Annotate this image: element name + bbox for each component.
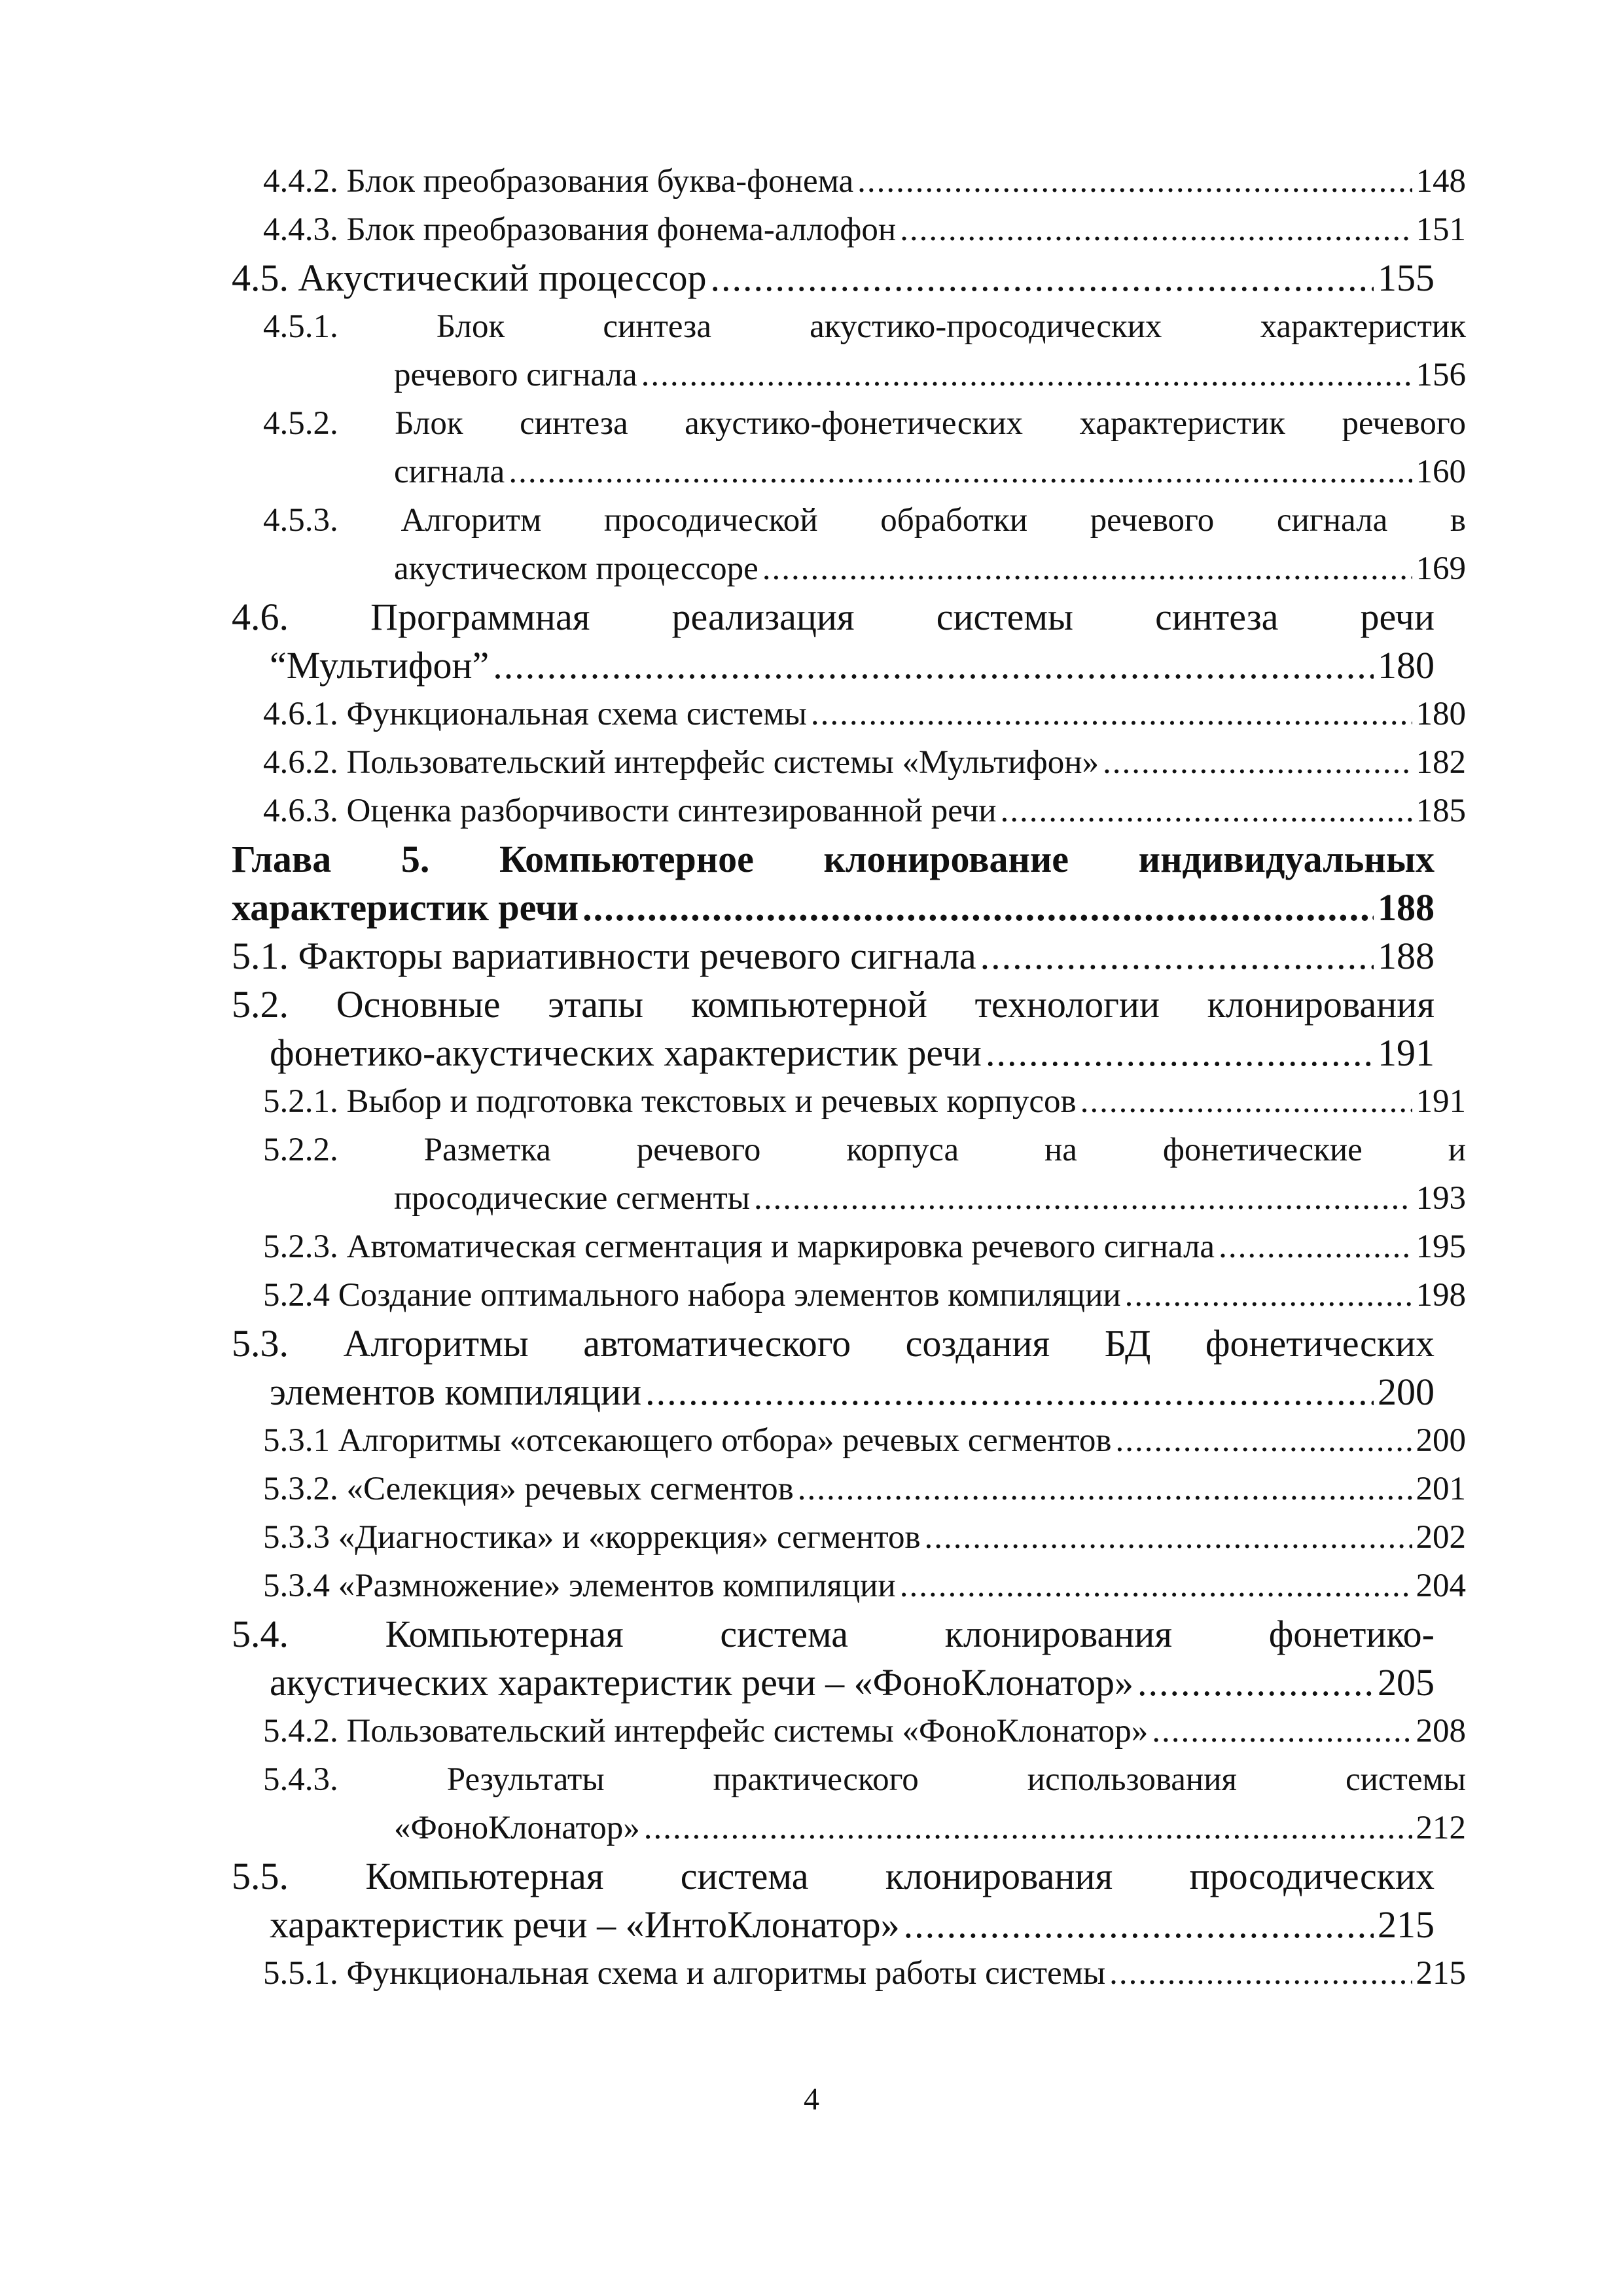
toc-entry-last-line	[232, 1901, 1435, 1949]
toc-entry-title: 5.5.1. Функциональная схема и алгоритмы работы системы	[263, 1955, 1106, 1992]
toc-entry-title-line: 5.5. Компьютерная система клонирования просодических	[232, 1855, 1435, 1897]
toc-entry-page: 191	[1416, 1083, 1466, 1120]
dot-leader	[508, 448, 1412, 496]
toc-entry[interactable]	[232, 1852, 1435, 1949]
toc-entry-page: 215	[1378, 1903, 1435, 1946]
toc-entry-page: 160	[1416, 454, 1466, 490]
toc-entry[interactable]	[232, 1755, 1466, 1852]
toc-entry-title: элементов компиляции	[270, 1371, 642, 1413]
toc-entry-page: 188	[1378, 935, 1435, 977]
toc-entry-page: 191	[1378, 1031, 1435, 1074]
toc-entry-last-line	[263, 1513, 1466, 1562]
toc-entry[interactable]	[232, 1319, 1435, 1416]
toc-entry-last-line	[263, 545, 1466, 593]
toc-entry-title: 4.6.3. Оценка разборчивости синтезированной речи	[263, 793, 997, 829]
toc-entry-last-line	[232, 254, 1435, 302]
dot-leader	[857, 157, 1412, 206]
dot-leader	[644, 1804, 1412, 1852]
toc-entry-page: 204	[1416, 1568, 1466, 1604]
toc-entry-title: 5.1. Факторы вариативности речевого сигнала	[232, 935, 976, 977]
toc-entry[interactable]	[232, 1223, 1466, 1271]
toc-entry-title: речевого сигнала	[394, 357, 637, 393]
toc-entry-page: 155	[1378, 257, 1435, 299]
dot-leader	[1115, 1416, 1412, 1465]
toc-entry-last-line	[263, 1707, 1466, 1755]
toc-entry-title-line: 4.5.1. Блок синтеза акустико-просодических характеристик	[263, 308, 1466, 345]
toc-entry[interactable]	[232, 1126, 1466, 1223]
toc-entry-title: 4.6.2. Пользовательский интерфейс системы «Мультифон»	[263, 744, 1099, 781]
dot-leader	[811, 690, 1412, 738]
toc-entry-title: акустическом процессоре	[394, 550, 758, 587]
toc-entry-last-line	[263, 1949, 1466, 1998]
toc-entry[interactable]	[232, 399, 1466, 496]
toc-entry[interactable]	[232, 206, 1466, 254]
toc-entry-page: 148	[1416, 163, 1466, 200]
toc-entry-title-line: Глава 5. Компьютерное клонирование индивидуальных	[232, 838, 1435, 880]
toc-entry-last-line	[263, 690, 1466, 738]
dot-leader	[925, 1513, 1412, 1562]
dot-leader	[1080, 1077, 1412, 1126]
toc-entry[interactable]	[232, 302, 1466, 399]
toc-entry-last-line	[232, 884, 1435, 932]
toc-entry-last-line	[263, 1271, 1466, 1319]
dot-leader	[900, 1562, 1412, 1610]
toc-entry-title: сигнала	[394, 454, 505, 490]
toc-entry-title: характеристик речи – «ИнтоКлонатор»	[270, 1903, 900, 1946]
dot-leader	[762, 545, 1412, 593]
toc-entry[interactable]	[232, 835, 1435, 932]
toc-entry-page: 180	[1378, 644, 1435, 687]
toc-entry-page: 169	[1416, 550, 1466, 587]
toc-entry-page: 215	[1416, 1955, 1466, 1992]
toc-entry-last-line	[263, 1465, 1466, 1513]
dot-leader	[1001, 787, 1412, 835]
toc-entry-last-line	[263, 157, 1466, 206]
page-number: 4	[804, 2082, 819, 2117]
dot-leader	[798, 1465, 1412, 1513]
toc-entry-title-line: 5.3. Алгоритмы автоматического создания БД фонетических	[232, 1322, 1435, 1365]
toc-entry[interactable]	[232, 1949, 1466, 1998]
toc-entry-last-line	[263, 206, 1466, 254]
toc-entry[interactable]	[232, 738, 1466, 787]
toc-entry-title: 5.4.2. Пользовательский интерфейс системы «ФоноКлонатор»	[263, 1713, 1149, 1749]
toc-entry-title: 5.3.3 «Диагностика» и «коррекция» сегментов	[263, 1519, 921, 1556]
toc-entry-last-line	[263, 1416, 1466, 1465]
toc-entry-page: 188	[1378, 886, 1435, 929]
toc-entry-title: «ФоноКлонатор»	[394, 1810, 640, 1846]
toc-entry[interactable]	[232, 157, 1466, 206]
toc-entry-last-line	[263, 1223, 1466, 1271]
dot-leader	[1219, 1223, 1412, 1271]
toc-entry-title: 5.3.1 Алгоритмы «отсекающего отбора» речевых сегментов	[263, 1422, 1112, 1459]
toc-entry-title: акустических характеристик речи – «ФоноКлонатор»	[270, 1661, 1133, 1704]
toc-entry-page: 201	[1416, 1471, 1466, 1507]
toc-entry-page: 202	[1416, 1519, 1466, 1556]
toc-entry-title-line: 5.2. Основные этапы компьютерной технологии клонирования	[232, 983, 1435, 1026]
table-of-contents	[232, 157, 1466, 1998]
dot-leader	[710, 254, 1374, 302]
dot-leader	[1152, 1707, 1412, 1755]
toc-entry-title-line: 4.5.2. Блок синтеза акустико-фонетических характеристик речевого	[263, 405, 1466, 442]
toc-entry-title: 5.2.4 Создание оптимального набора элементов компиляции	[263, 1277, 1121, 1314]
toc-entry-title: “Мультифон”	[270, 644, 490, 687]
toc-entry-title: 4.6.1. Функциональная схема системы	[263, 696, 807, 732]
dot-leader	[900, 206, 1412, 254]
toc-entry-page: 200	[1378, 1371, 1435, 1413]
dot-leader	[1137, 1659, 1374, 1707]
toc-entry[interactable]	[232, 1271, 1466, 1319]
toc-entry-title: 5.3.4 «Размножение» элементов компиляции	[263, 1568, 896, 1604]
dot-leader	[904, 1901, 1374, 1949]
toc-entry-title: 4.5. Акустический процессор	[232, 257, 707, 299]
toc-entry-page: 182	[1416, 744, 1466, 781]
toc-entry-last-line	[263, 1077, 1466, 1126]
toc-entry-last-line	[232, 1659, 1435, 1707]
toc-entry[interactable]	[232, 1707, 1466, 1755]
toc-entry[interactable]	[232, 1562, 1466, 1610]
toc-entry-last-line	[263, 448, 1466, 496]
toc-entry-title: 5.2.3. Автоматическая сегментация и маркировка речевого сигнала	[263, 1229, 1215, 1265]
toc-entry-title: 4.4.2. Блок преобразования буква-фонема	[263, 163, 854, 200]
toc-entry-last-line	[232, 932, 1435, 980]
dot-leader	[645, 1368, 1374, 1416]
toc-entry[interactable]	[232, 1513, 1466, 1562]
toc-entry-page: 208	[1416, 1713, 1466, 1749]
dot-leader	[641, 351, 1412, 399]
toc-entry-title: характеристик речи	[232, 886, 579, 929]
toc-entry-title-line: 5.2.2. Разметка речевого корпуса на фонетические и	[263, 1132, 1466, 1168]
dot-leader	[986, 1029, 1374, 1077]
dot-leader	[980, 932, 1374, 980]
dot-leader	[1103, 738, 1412, 787]
toc-entry-last-line	[232, 1029, 1435, 1077]
toc-entry[interactable]	[232, 1610, 1435, 1707]
toc-entry-last-line	[263, 1562, 1466, 1610]
toc-entry-title: 5.2.1. Выбор и подготовка текстовых и речевых корпусов	[263, 1083, 1077, 1120]
toc-entry-title-line: 5.4.3. Результаты практического использования системы	[263, 1761, 1466, 1798]
toc-entry-title: 4.4.3. Блок преобразования фонема-аллофон	[263, 211, 897, 248]
toc-entry-page: 180	[1416, 696, 1466, 732]
toc-entry-title-line: 4.6. Программная реализация системы синтеза речи	[232, 596, 1435, 638]
toc-entry[interactable]	[232, 496, 1466, 593]
dot-leader	[1125, 1271, 1412, 1319]
toc-entry-title: 5.3.2. «Селекция» речевых сегментов	[263, 1471, 794, 1507]
toc-entry-page: 205	[1378, 1661, 1435, 1704]
toc-entry-last-line	[263, 351, 1466, 399]
toc-entry[interactable]	[232, 254, 1435, 302]
toc-entry[interactable]	[232, 690, 1466, 738]
toc-entry-page: 200	[1416, 1422, 1466, 1459]
dot-leader	[1109, 1949, 1412, 1998]
dot-leader	[754, 1174, 1412, 1223]
toc-entry-last-line	[263, 1804, 1466, 1852]
toc-entry-page: 198	[1416, 1277, 1466, 1314]
toc-entry[interactable]	[232, 1077, 1466, 1126]
toc-entry[interactable]	[232, 980, 1435, 1077]
toc-entry-last-line	[263, 738, 1466, 787]
toc-entry-title-line: 4.5.3. Алгоритм просодической обработки речевого сигнала в	[263, 502, 1466, 539]
toc-entry-page: 195	[1416, 1229, 1466, 1265]
toc-entry[interactable]	[232, 932, 1435, 980]
toc-entry-page: 193	[1416, 1180, 1466, 1217]
toc-entry-last-line	[263, 787, 1466, 835]
toc-entry-page: 212	[1416, 1810, 1466, 1846]
toc-entry-title: фонетико-акустических характеристик речи	[270, 1031, 982, 1074]
toc-entry-last-line	[232, 641, 1435, 690]
toc-entry-page: 185	[1416, 793, 1466, 829]
toc-entry[interactable]	[232, 1465, 1466, 1513]
dot-leader	[582, 884, 1374, 932]
toc-entry-last-line	[263, 1174, 1466, 1223]
toc-entry-page: 151	[1416, 211, 1466, 248]
toc-entry-last-line	[232, 1368, 1435, 1416]
toc-entry-title-line: 5.4. Компьютерная система клонирования фонетико-	[232, 1613, 1435, 1655]
dot-leader	[493, 641, 1374, 690]
toc-entry[interactable]	[232, 787, 1466, 835]
toc-entry-page: 156	[1416, 357, 1466, 393]
toc-entry-title: просодические сегменты	[394, 1180, 751, 1217]
toc-entry[interactable]	[232, 1416, 1466, 1465]
toc-entry[interactable]	[232, 593, 1435, 690]
